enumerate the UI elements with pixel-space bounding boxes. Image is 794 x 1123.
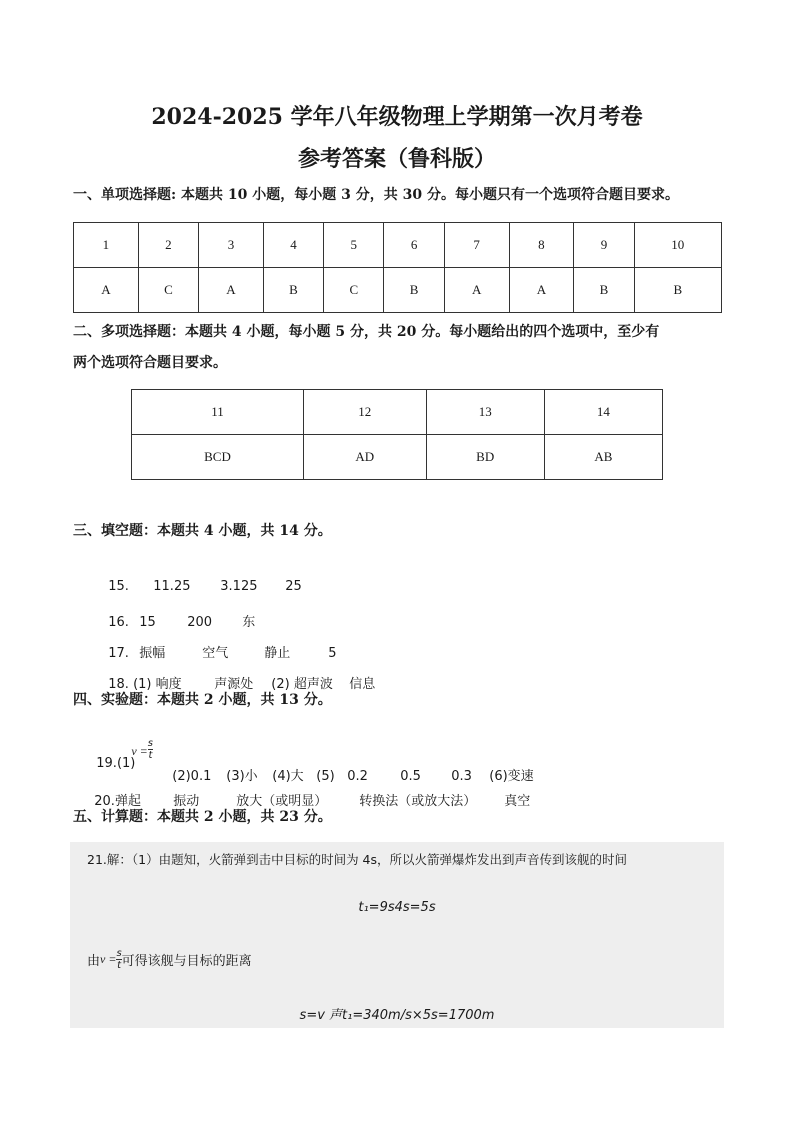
section1-answer-cell-1: A <box>74 268 139 313</box>
q21-equation-1: t₁=9s4s=5s <box>358 900 436 915</box>
section1-number-cell-1: 1 <box>74 223 139 268</box>
q15-answer-1: 11.25 <box>153 579 191 594</box>
section1-answer-cell-10: B <box>634 268 721 313</box>
section1-answer-cell-5: C <box>324 268 384 313</box>
q21-from-numerator: s <box>116 948 122 959</box>
section1-answer-cell-7: A <box>444 268 509 313</box>
q19-prefix: 19.(1) <box>96 756 136 771</box>
q15-answer-3: 25 <box>285 579 302 594</box>
section2-answer-cell-1: BCD <box>132 435 304 480</box>
q18-answer-2: 信息 <box>349 677 376 692</box>
section1-number-cell-5: 5 <box>324 223 384 268</box>
q16-number: 16. <box>108 615 129 630</box>
q21-line1: 21.解：（1）由题知，火箭弹到击中目标的时间为 4s，所以火箭弹爆炸发出到声音传到该舰的时间 <box>87 852 628 867</box>
q16-answer-3: 东 <box>242 615 256 630</box>
section1-number-cell-4: 4 <box>263 223 323 268</box>
q20-answer-5: 真空 <box>504 794 531 809</box>
answer-17 <box>100 627 337 661</box>
section4-heading: 四、实验题：本题共 2 小题，共 13 分。 <box>73 692 332 708</box>
q20-answer-4: 转换法（或放大法） <box>359 794 477 809</box>
q19-formula-fraction <box>148 738 153 761</box>
q17-number: 17. <box>108 646 129 661</box>
section2-heading-line2: 两个选项符合题目要求。 <box>73 355 227 371</box>
q19-part4: (4)大 <box>272 769 304 784</box>
q16-answer-2: 200 <box>187 615 213 630</box>
q21-equation-2: s=v 声t₁=340m/s×5s=1700m <box>299 1008 495 1023</box>
section3-heading: 三、填空题：本题共 4 小题，共 14 分。 <box>73 523 332 539</box>
q18-part2: (2) 超声波 <box>271 677 333 692</box>
section1-answer-cell-4: B <box>263 268 323 313</box>
q20-answer-3: 放大（或明显） <box>236 794 328 809</box>
q15-answer-2: 3.125 <box>220 579 258 594</box>
section2-number-cell-3: 13 <box>426 390 544 435</box>
page-subtitle: 参考答案（鲁科版） <box>297 146 496 172</box>
q19-formula-denominator: t <box>148 750 153 761</box>
q18-part1: 18. (1) 响度 <box>108 677 182 692</box>
section1-number-cell-2: 2 <box>138 223 198 268</box>
section2-answer-table <box>131 389 663 480</box>
q21-from-rest: 可得该舰与目标的距离 <box>121 954 252 969</box>
section2-answer-cell-4: AB <box>544 435 662 480</box>
section1-answer-cell-3: A <box>199 268 264 313</box>
q19-value-3: 0.3 <box>451 769 472 784</box>
answer-16 <box>100 596 255 630</box>
q19-formula-numerator: s <box>147 738 154 749</box>
section5-heading: 五、计算题：本题共 2 小题，共 23 分。 <box>73 809 332 825</box>
answer-19 <box>88 733 165 771</box>
q18-answer-1: 声源处 <box>214 677 254 692</box>
q17-answer-3: 静止 <box>264 646 291 661</box>
q21-from-v: v = <box>100 952 117 966</box>
section2-number-cell-1: 11 <box>132 390 304 435</box>
q17-answer-2: 空气 <box>202 646 229 661</box>
q21-from-denominator: t <box>117 960 122 971</box>
q19-value-1: 0.2 <box>347 769 368 784</box>
q16-answer-1: 15 <box>139 615 156 630</box>
section2-answer-cell-2: AD <box>303 435 426 480</box>
page-title: 2024-2025 学年八年级物理上学期第一次月考卷 <box>151 104 643 130</box>
section2-number-cell-2: 12 <box>303 390 426 435</box>
q15-number: 15. <box>108 579 129 594</box>
section2-heading-line1: 二、多项选择题：本题共 4 小题，每小题 5 分，共 20 分。每小题给出的四个选项中，至少有 <box>73 324 660 340</box>
q21-solution-box <box>70 842 724 1028</box>
section1-heading: 一、单项选择题: 本题共 10 小题，每小题 3 分，共 30 分。每小题只有一个选项符合题目要求。 <box>73 187 679 203</box>
section1-answer-cell-8: A <box>509 268 574 313</box>
section1-answer-cell-6: B <box>384 268 444 313</box>
answer-18 <box>100 658 375 692</box>
section1-number-cell-6: 6 <box>384 223 444 268</box>
section1-number-cell-10: 10 <box>634 223 721 268</box>
q21-from: 由 <box>87 954 101 969</box>
q19-part3: (3)小 <box>226 769 258 784</box>
section2-number-cell-4: 14 <box>544 390 662 435</box>
section1-number-cell-3: 3 <box>199 223 264 268</box>
section1-number-cell-9: 9 <box>574 223 634 268</box>
section2-answer-cell-3: BD <box>426 435 544 480</box>
q19-part6: (6)变速 <box>489 769 534 784</box>
section1-number-cell-8: 8 <box>509 223 574 268</box>
q21-from-line <box>87 948 252 978</box>
section1-number-cell-7: 7 <box>444 223 509 268</box>
q17-answer-4: 5 <box>328 646 337 661</box>
q19-part2: (2)0.1 <box>172 769 212 784</box>
q20-answer-1: 20.弹起 <box>94 794 141 809</box>
section1-answer-table <box>73 222 722 313</box>
answer-20 <box>86 775 530 809</box>
q19-formula-v: v = <box>131 744 148 758</box>
q17-answer-1: 振幅 <box>139 646 166 661</box>
q19-part5: (5) <box>316 769 335 784</box>
q20-answer-2: 振动 <box>173 794 200 809</box>
section1-answer-cell-2: C <box>138 268 198 313</box>
answer-15 <box>100 564 302 594</box>
q19-value-2: 0.5 <box>400 769 421 784</box>
section1-answer-cell-9: B <box>574 268 634 313</box>
